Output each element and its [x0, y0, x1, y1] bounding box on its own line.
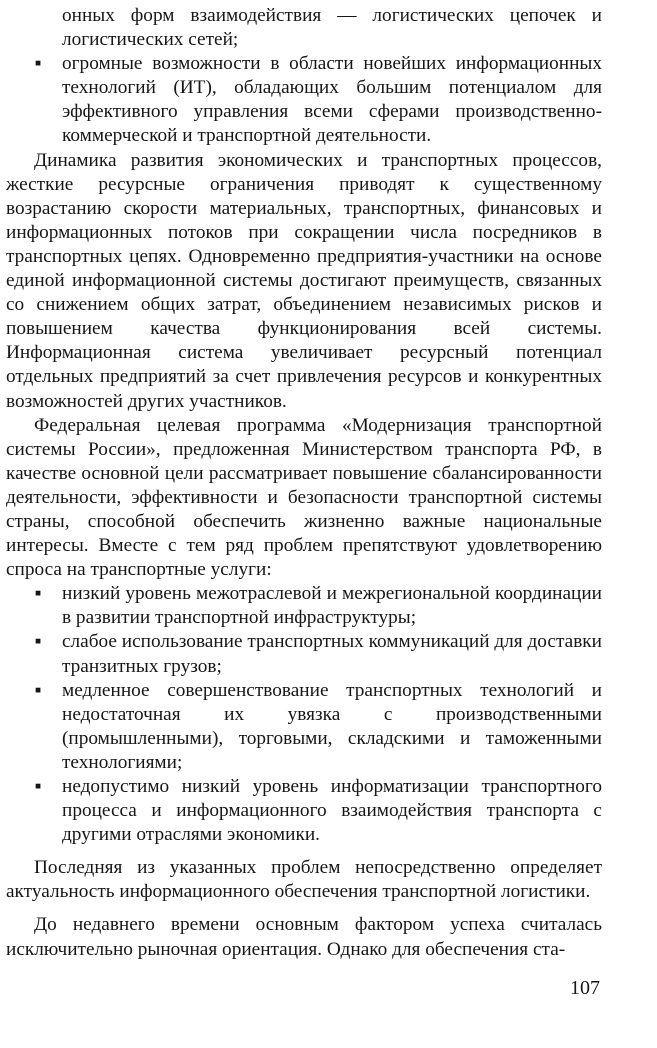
paragraph-market-orientation: До недавнего времени основным фактором успеха считалась исключительно рыночная ориентация. Однако для обеспечения ста-	[6, 914, 602, 960]
page-number: 107	[570, 977, 600, 999]
list-item-text: огромные возможности в области новейших информационных технологий (ИТ), обладающих большим потенциалом для эффективного управления всеми сферами производственно-коммерческой и транспортной деятельности.	[62, 53, 602, 147]
list-item	[6, 582, 602, 630]
list-item	[6, 630, 602, 678]
bullet-icon: ▪	[34, 679, 42, 701]
list-item-text: медленное совершенствование транспортных технологий и недостаточная их увязка с производственными (промышленными), торговыми, складскими и таможенными технологиями;	[62, 679, 602, 773]
list-item	[6, 52, 602, 148]
problems-list	[6, 582, 602, 847]
list-item-text: онных форм взаимодействия — логистических цепочек и логистических сетей;	[62, 5, 602, 51]
page-text	[6, 4, 602, 962]
bullet-icon: ▪	[34, 583, 42, 605]
list-item-text: низкий уровень межотраслевой и межрегиональной координации в развитии транспортной инфраструктуры;	[62, 583, 602, 629]
bullet-icon: ▪	[34, 53, 42, 75]
intro-list	[6, 4, 602, 149]
list-item	[6, 679, 602, 775]
bullet-icon: ▪	[34, 631, 42, 653]
list-item	[6, 775, 602, 847]
list-item	[6, 4, 602, 52]
list-item-text: недопустимо низкий уровень информатизации транспортного процесса и информационного взаимодействия транспорта с другими отраслями экономики.	[62, 776, 602, 846]
paragraph-last-problem: Последняя из указанных проблем непосредственно определяет актуальность информационного обеспечения транспортной логистики.	[6, 857, 602, 903]
bullet-icon: ▪	[34, 776, 42, 797]
paragraph-federal-program: Федеральная целевая программа «Модернизация транспортной системы России», предложенная Министерством транспорта РФ, в качестве основной цели рассматривает повышение сбалансированности деятельности, эффективности и безопасности транспортной системы страны, способной обеспечить жизненно важные национальные интересы. Вместе с тем ряд проблем препятствуют удовлетворению спроса на транспортные услуги:	[6, 414, 602, 581]
paragraph-dynamics: Динамика развития экономических и транспортных процессов, жесткие ресурсные ограничения приводят к существенному возрастанию скорости материальных, транспортных, финансовых и информационных потоков при сокращении числа посредников в транспортных цепях. Одновременно предприятия-участники на основе единой информационной системы достигают преимуществ, связанных со снижением общих затрат, объединением независимых рисков и повышением качества функционирования всей системы. Информационная система увеличивает ресурсный потенциал отдельных предприятий за счет привлечения ресурсов и конкурентных возможностей других участников.	[6, 149, 602, 412]
list-item-text: слабое использование транспортных коммуникаций для доставки транзитных грузов;	[62, 631, 602, 677]
